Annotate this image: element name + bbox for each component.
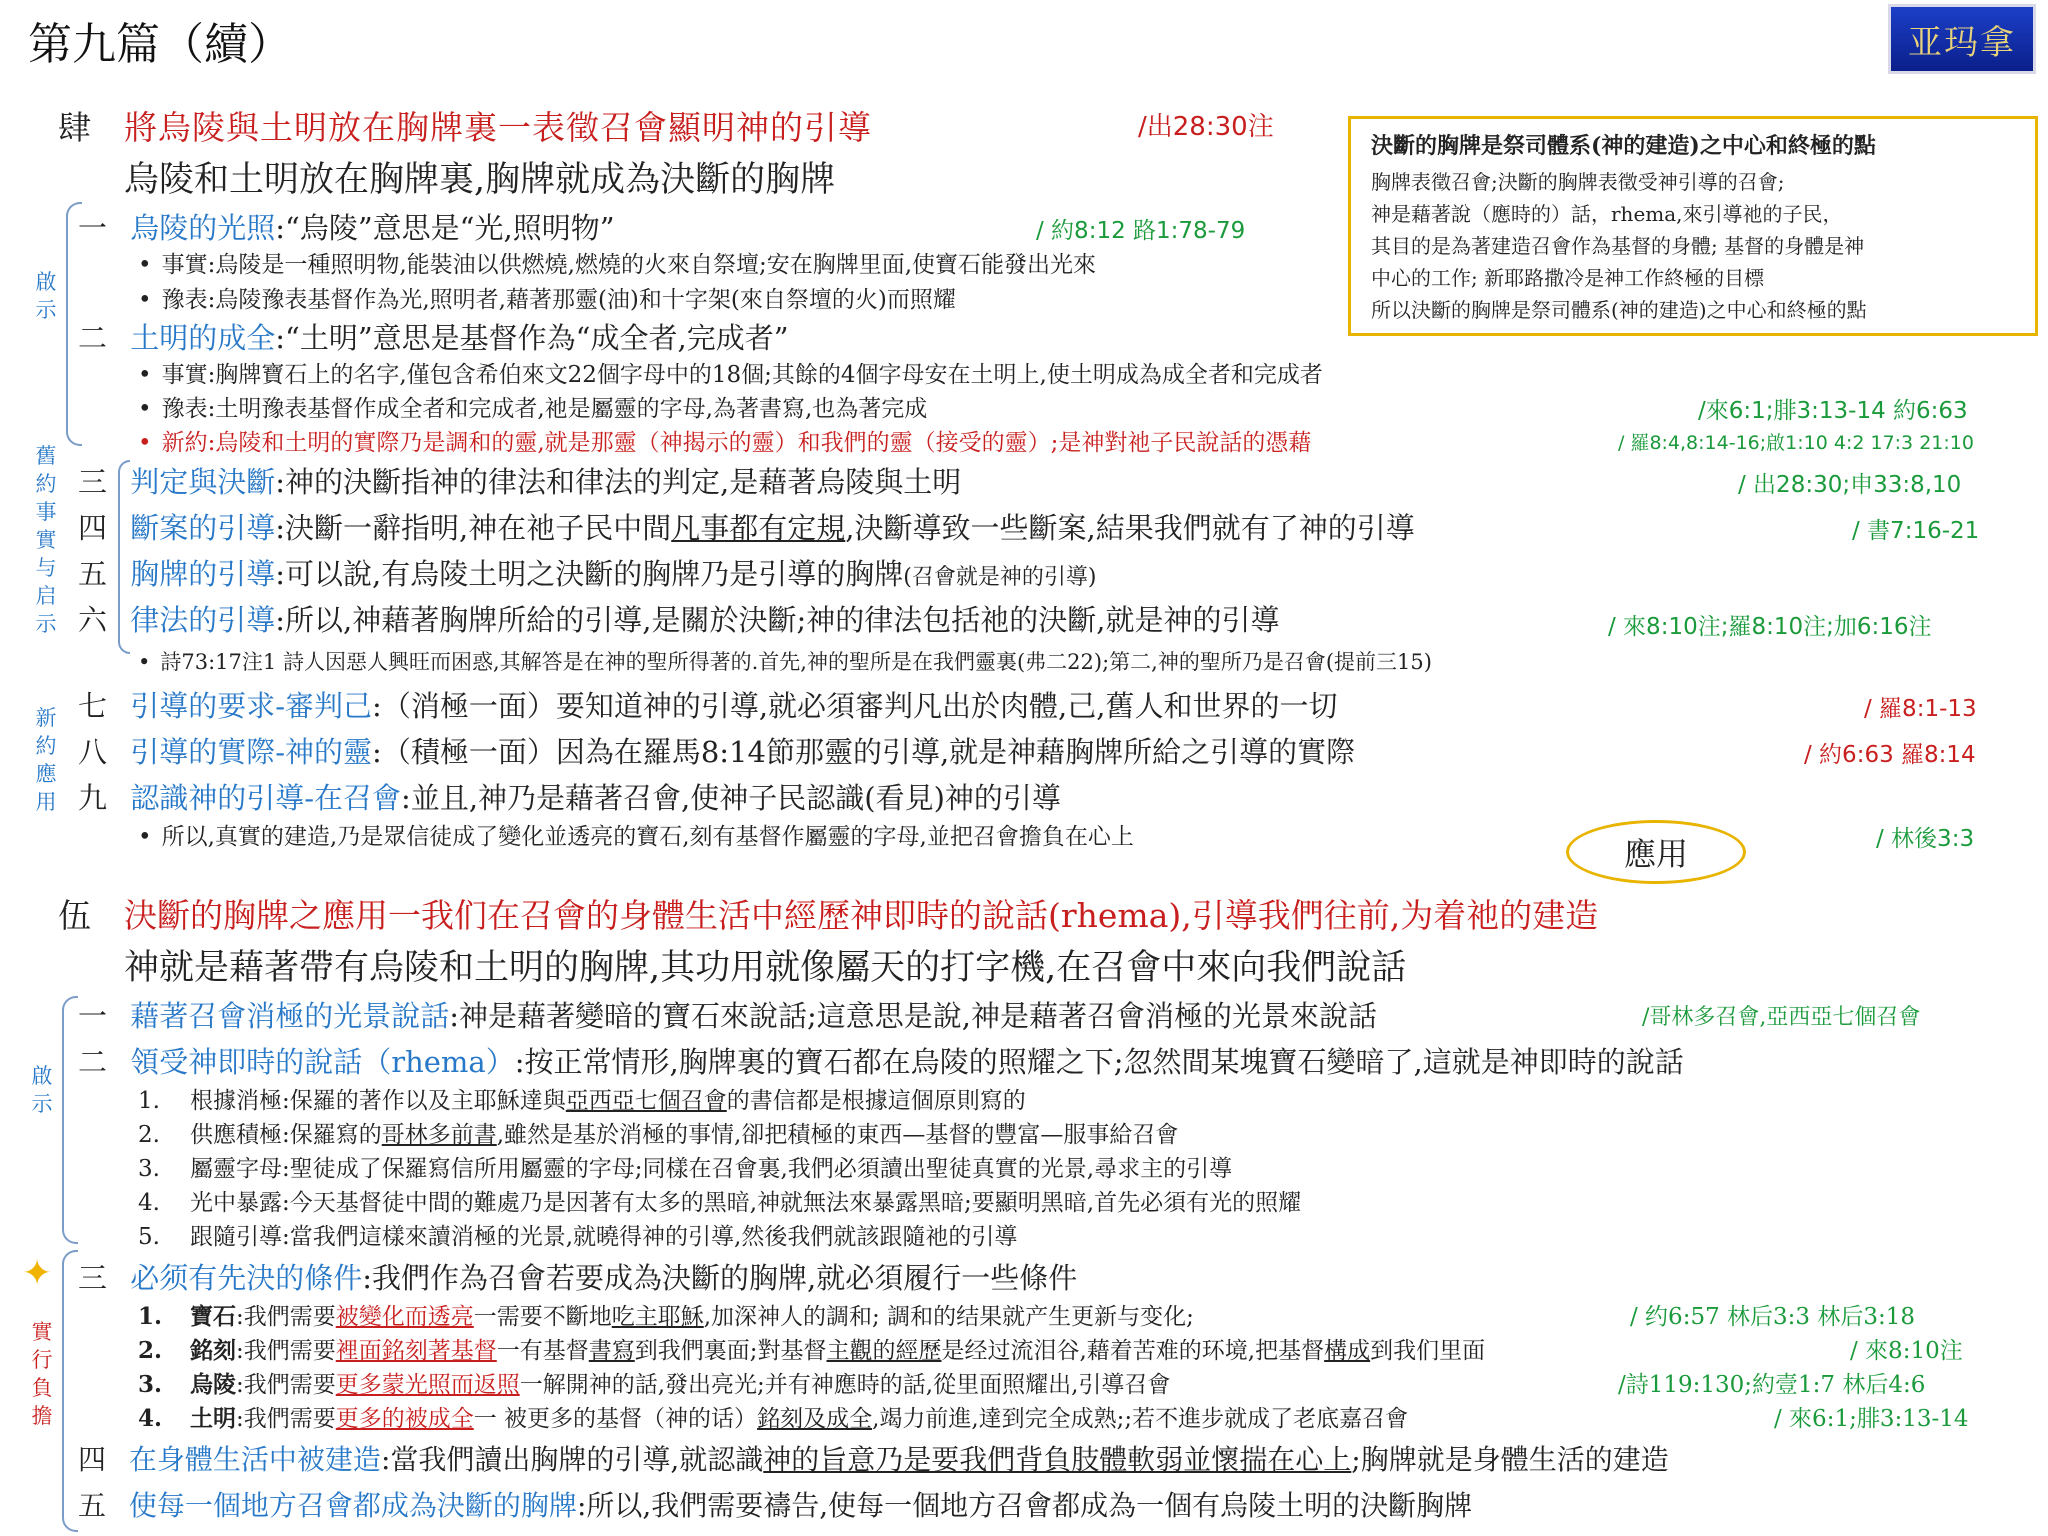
- item-text: 到我們裏面;對基督: [634, 1338, 827, 1364]
- item-number: 2.: [138, 1122, 160, 1148]
- bullet-text: 詩73:17注1 詩人因惡人興旺而困惑,其解答是在神的聖所得著的.首先,神的聖所是在我們靈裏(弗二22);第二,神的聖所乃是召會(提前三15): [160, 650, 1432, 674]
- bullet-s4-2-3: [138, 424, 1311, 457]
- item-underline: 裡面銘刻著基督: [335, 1338, 497, 1364]
- item-number: 三: [78, 465, 108, 499]
- bullet-s4-2-2: [138, 390, 927, 423]
- item-heading: 領受神即時的說話（rhema）: [130, 1045, 515, 1079]
- bullet-text: 豫表:烏陵豫表基督作為光,照明者,藉著那靈(油)和十字架(來自祭壇的火)而照耀: [161, 287, 956, 313]
- ref-s4-9-1: / 林後3:3: [1876, 826, 1975, 852]
- item-underline: 構成: [1324, 1338, 1371, 1364]
- item-number: 4.: [138, 1405, 163, 1432]
- item-number: 五: [78, 557, 108, 591]
- section5-title: 決斷的胸牌之應用一我们在召會的身體生活中經歷神即時的說話(rhema),引導我們往前,为着祂的建造: [124, 896, 1599, 935]
- item-s4-4: [78, 506, 1415, 547]
- logo: [1888, 4, 2036, 74]
- item-underline: 吃主耶穌: [611, 1304, 704, 1330]
- item-text: 一解開神的話,發出亮光;并有神應時的話,從里面照耀出,引導召會: [519, 1372, 1171, 1398]
- item-underline: 主觀的經歷: [826, 1338, 942, 1364]
- application-bubble-text: 應用: [1623, 835, 1688, 873]
- item-number: 九: [78, 781, 108, 815]
- section4-subtitle: 烏陵和土明放在胸牌裏,胸牌就成為決斷的胸牌: [124, 160, 836, 200]
- ref-s4-3: / 出28:30;申33:8,10: [1738, 472, 1962, 498]
- summary-box-title: 決斷的胸牌是祭司體系(神的建造)之中心和終極的點: [1371, 133, 1876, 159]
- item-keyword: 寶石: [190, 1303, 236, 1330]
- ref-s4-2-3: / 羅8:4,8:14-16;啟1:10 4:2 17:3 21:10: [1618, 432, 1974, 454]
- brace-shixing: [62, 1250, 78, 1532]
- ref-s5-3-3: /詩119:130;約壹1:7 林后4:6: [1618, 1372, 1926, 1398]
- item-number: 四: [78, 1443, 107, 1476]
- summary-box-line: 胸牌表徵召會;決斷的胸牌表徵受神引導的召會;: [1371, 170, 1785, 194]
- item-s4-8: [78, 730, 1355, 771]
- item-number: 3.: [138, 1156, 160, 1182]
- item-underline: 書寫: [588, 1338, 635, 1364]
- ref-s4-7: / 羅8:1-13: [1864, 696, 1977, 722]
- item-keyword: 烏陵: [190, 1371, 236, 1398]
- item-text: :可以說,有烏陵土明之決斷的胸牌乃是引導的胸牌: [275, 557, 904, 591]
- item-text: ,加深神人的調和; 調和的结果就产生更新与变化;: [703, 1304, 1194, 1330]
- item-underline: 亞西亞七個召會: [565, 1088, 727, 1114]
- item-text: 供應積極:保羅寫的: [190, 1122, 382, 1148]
- bullet-s4-6-1: [138, 646, 1432, 676]
- section4-number: 肆: [58, 108, 91, 147]
- item-text: 根據消極:保羅的著作以及主耶穌達與: [190, 1088, 566, 1114]
- item-heading: 土明的成全: [130, 321, 276, 355]
- item-number: 六: [78, 603, 108, 637]
- item-text: :所以,我們需要禱告,使每一個地方召會都成為一個有烏陵土明的決斷胸牌: [576, 1489, 1473, 1522]
- item-number: 2.: [138, 1337, 163, 1364]
- item-underline: 凡事都有定規: [671, 511, 846, 545]
- item-s4-1: [78, 206, 615, 247]
- summary-box-line: 神是藉著說（應時的）話，rhema,來引導祂的子民，: [1371, 202, 1843, 226]
- item-text: 到我们里面: [1370, 1338, 1486, 1364]
- ref-s5-3-4: / 來6:1;腓3:13-14: [1774, 1406, 1969, 1432]
- bullet-s4-2-1: [138, 356, 1323, 389]
- item-heading: 引導的實際-神的靈: [130, 735, 373, 769]
- item-text: 光中暴露:今天基督徒中間的難處乃是因著有太多的黑暗,神就無法來暴露黑暗;要顯明黑暗,首先必須有光的照耀: [190, 1190, 1302, 1216]
- bullet-text: 事實:胸牌寶石上的名字,僅包含希伯來文22個字母中的18個;其餘的4個字母安在土明上,使土明成為成全者和完成者: [161, 362, 1323, 388]
- numbered-s5-2-4: [138, 1184, 1301, 1217]
- item-text: :並且,神乃是藉著召會,使神子民認識(看見)神的引導: [401, 781, 1061, 815]
- item-text: :我們需要: [236, 1304, 336, 1330]
- item-keyword: 土明: [190, 1405, 236, 1432]
- item-underline: 銘刻及成全: [757, 1406, 873, 1432]
- item-s5-5: [78, 1484, 1472, 1524]
- item-text: 一有基督: [496, 1338, 589, 1364]
- item-text: ,雖然是基於消極的事情,卻把積極的東西—基督的豐富—服事給召會: [496, 1122, 1179, 1148]
- item-text: 的書信都是根據這個原則寫的: [726, 1088, 1026, 1114]
- item-text: :我們需要: [236, 1372, 336, 1398]
- ref-s4-1: / 約8:12 路1:78-79: [1036, 218, 1246, 244]
- page-title: 第九篇（續）: [28, 19, 292, 70]
- item-number: 4.: [138, 1190, 160, 1216]
- item-underline: 神的旨意乃是要我們背負肢體軟弱並懷揣在心上: [763, 1443, 1352, 1476]
- item-number: 一: [78, 999, 108, 1033]
- item-s4-3: [78, 460, 961, 501]
- item-heading: 在身體生活中被建造: [128, 1443, 381, 1476]
- bullet-s4-1-1: [138, 246, 1096, 279]
- bullet-s4-9-1: [138, 818, 1134, 851]
- numbered-s5-3-1: [138, 1298, 1194, 1331]
- item-s4-5: [78, 552, 1096, 593]
- item-number: 5.: [138, 1224, 160, 1250]
- summary-box-line: 其目的是為著建造召會作為基督的身體; 基督的身體是神: [1371, 234, 1865, 258]
- item-text: :我們需要: [236, 1406, 336, 1432]
- brace-qishi-5: [62, 996, 78, 1244]
- logo-text: 亚玛拿: [1908, 22, 2016, 63]
- item-note: (召會就是神的引導): [903, 565, 1097, 590]
- item-text: :神是藉著變暗的寶石來說話;這意思是說,神是藉著召會消極的光景來說話: [449, 999, 1378, 1033]
- item-text: ,竭力前進,達到完全成熟;;若不進步就成了老底嘉召會: [872, 1406, 1409, 1432]
- item-s4-7: [78, 684, 1337, 725]
- item-heading: 胸牌的引導: [130, 557, 276, 591]
- bullet-text: 新約:烏陵和土明的實際乃是調和的靈,就是那靈（神揭示的靈）和我們的靈（接受的靈）;是神對祂子民說話的憑藉: [161, 430, 1312, 456]
- ref-s4-2-2: /來6:1;腓3:13-14 約6:63: [1698, 398, 1968, 424]
- summary-box-line: 所以決斷的胸牌是祭司體系(神的建造)之中心和終極的點: [1371, 298, 1867, 322]
- item-text: 一 被更多的基督（神的话）: [473, 1406, 758, 1432]
- numbered-s5-2-5: [138, 1218, 1017, 1251]
- item-heading: 使每一個地方召會都成為決斷的胸牌: [128, 1489, 577, 1522]
- summary-box: [1348, 116, 2038, 336]
- numbered-s5-2-3: [138, 1150, 1232, 1183]
- section4-title: 將烏陵與土明放在胸牌裏一表徵召會顯明神的引導: [124, 108, 872, 147]
- item-text: :（積極一面）因為在羅馬8:14節那靈的引導,就是神藉胸牌所給之引導的實際: [372, 735, 1356, 769]
- item-heading: 判定與決斷: [130, 465, 276, 499]
- ref-s5-1: /哥林多召會,亞西亞七個召會: [1642, 1005, 1921, 1030]
- item-text: 是经过流泪谷,藉着苦难的环境,把基督: [941, 1338, 1325, 1364]
- section5-subtitle: 神就是藉著帶有烏陵和土明的胸牌,其功用就像屬天的打字機,在召會中來向我們說話: [124, 948, 1407, 988]
- item-text: :我們需要: [236, 1338, 336, 1364]
- item-number: 1.: [138, 1303, 163, 1330]
- numbered-s5-3-3: [138, 1366, 1170, 1399]
- item-text: :“烏陵”意思是“光,照明物”: [275, 211, 615, 245]
- numbered-s5-2-1: [138, 1082, 1026, 1115]
- item-heading: 藉著召會消極的光景說話: [130, 999, 450, 1033]
- ref-s4-8: / 約6:63 羅8:14: [1804, 742, 1976, 768]
- numbered-s5-3-2: [138, 1332, 1485, 1365]
- item-underline: 哥林多前書: [381, 1122, 497, 1148]
- ref-s4-4: / 書7:16-21: [1852, 518, 1980, 544]
- item-text: 跟隨引導:當我們這樣來讀消極的光景,就曉得神的引導,然後我們就該跟隨祂的引導: [190, 1224, 1018, 1250]
- side-label-shixing: 實行負擔: [31, 1320, 53, 1428]
- item-s5-2: [78, 1040, 1684, 1081]
- side-label-qishi-5: 啟示: [31, 1064, 53, 1116]
- item-text: :按正常情形,胸牌裏的寶石都在烏陵的照耀之下;忽然間某塊寶石變暗了,這就是神即時的說話: [514, 1045, 1684, 1079]
- item-number: 二: [78, 321, 108, 355]
- ref-s4-6: / 來8:10注;羅8:10注;加6:16注: [1608, 614, 1932, 640]
- section4-title-ref: /出28:30注: [1138, 112, 1274, 142]
- item-s5-1: [78, 994, 1377, 1035]
- item-keyword: 銘刻: [190, 1337, 236, 1364]
- bullet-s4-1-2: [138, 281, 956, 314]
- item-number: 一: [78, 211, 108, 245]
- item-text: :所以,神藉著胸牌所給的引導,是關於決斷;神的律法包括祂的決斷,就是神的引導: [275, 603, 1280, 637]
- item-underline: 更多的被成全: [335, 1406, 474, 1432]
- item-text: :（消極一面）要知道神的引導,就必須審判凡出於肉體,己,舊人和世界的一切: [372, 689, 1338, 723]
- bullet-text: 事實:烏陵是一種照明物,能裝油以供燃燒,燃燒的火來自祭壇;安在胸牌里面,使寶石能發出光來: [161, 252, 1097, 278]
- numbered-s5-3-4: [138, 1400, 1408, 1433]
- item-s5-3: [78, 1256, 1077, 1297]
- item-heading: 認識神的引導-在召會: [130, 781, 402, 815]
- item-heading: 烏陵的光照: [130, 211, 276, 245]
- item-text: 一需要不斷地: [473, 1304, 612, 1330]
- item-heading: 斷案的引導: [130, 511, 276, 545]
- item-s4-6: [78, 598, 1279, 639]
- item-underline: 被變化而透亮: [335, 1304, 474, 1330]
- item-underline: 更多蒙光照而返照: [335, 1372, 520, 1398]
- item-heading: 引導的要求-審判己: [130, 689, 373, 723]
- bullet-text: 所以,真實的建造,乃是眾信徒成了變化並透亮的寶石,刻有基督作屬靈的字母,並把召會擔負在心上: [161, 824, 1134, 850]
- application-bubble: [1566, 820, 1746, 884]
- summary-box-line: 中心的工作; 新耶路撒冷是神工作終極的目標: [1371, 266, 1765, 290]
- item-text: ;胸牌就是身體生活的建造: [1351, 1443, 1669, 1476]
- side-label-qishi: 啟示: [35, 270, 57, 322]
- bullet-text: 豫表:土明豫表基督作成全者和完成者,祂是屬靈的字母,為著書寫,也為著完成: [161, 396, 928, 422]
- item-s5-4: [78, 1438, 1669, 1478]
- item-number: 3.: [138, 1371, 163, 1398]
- section5-number: 伍: [58, 896, 91, 935]
- item-text: :當我們讀出胸牌的引導,就認識: [380, 1443, 764, 1476]
- ref-s5-3-1: / 约6:57 林后3:3 林后3:18: [1630, 1304, 1915, 1330]
- sparkle-icon: ✦: [22, 1253, 53, 1294]
- item-s4-9: [78, 776, 1061, 817]
- side-label-xinyue: 新約應用: [35, 706, 57, 814]
- item-number: 四: [78, 511, 108, 545]
- item-number: 1.: [138, 1088, 160, 1114]
- item-number: 二: [78, 1045, 108, 1079]
- item-text: :神的決斷指神的律法和律法的判定,是藉著烏陵與土明: [275, 465, 962, 499]
- item-number: 八: [78, 735, 108, 769]
- item-heading: 必须有先決的條件: [130, 1261, 363, 1295]
- item-text: :我們作為召會若要成為決斷的胸牌,就必須履行一些條件: [362, 1261, 1078, 1295]
- item-s4-2: [78, 316, 789, 357]
- item-number: 五: [78, 1489, 107, 1522]
- item-number: 三: [78, 1261, 108, 1295]
- numbered-s5-2-2: [138, 1116, 1178, 1149]
- item-text: :決斷一辭指明,神在祂子民中間: [275, 511, 672, 545]
- side-label-jiuyue: 舊約事實与启示: [35, 444, 57, 636]
- item-text: 屬靈字母:聖徒成了保羅寫信所用屬靈的字母;同樣在召會裏,我們必須讀出聖徒真實的光景,尋求主的引導: [190, 1156, 1233, 1182]
- item-text: :“土明”意思是基督作為“成全者,完成者”: [275, 321, 789, 355]
- item-heading: 律法的引導: [130, 603, 276, 637]
- ref-s5-3-2: / 來8:10注: [1850, 1338, 1963, 1364]
- item-number: 七: [78, 689, 108, 723]
- item-text: ,決斷導致一些斷案,結果我們就有了神的引導: [845, 511, 1415, 545]
